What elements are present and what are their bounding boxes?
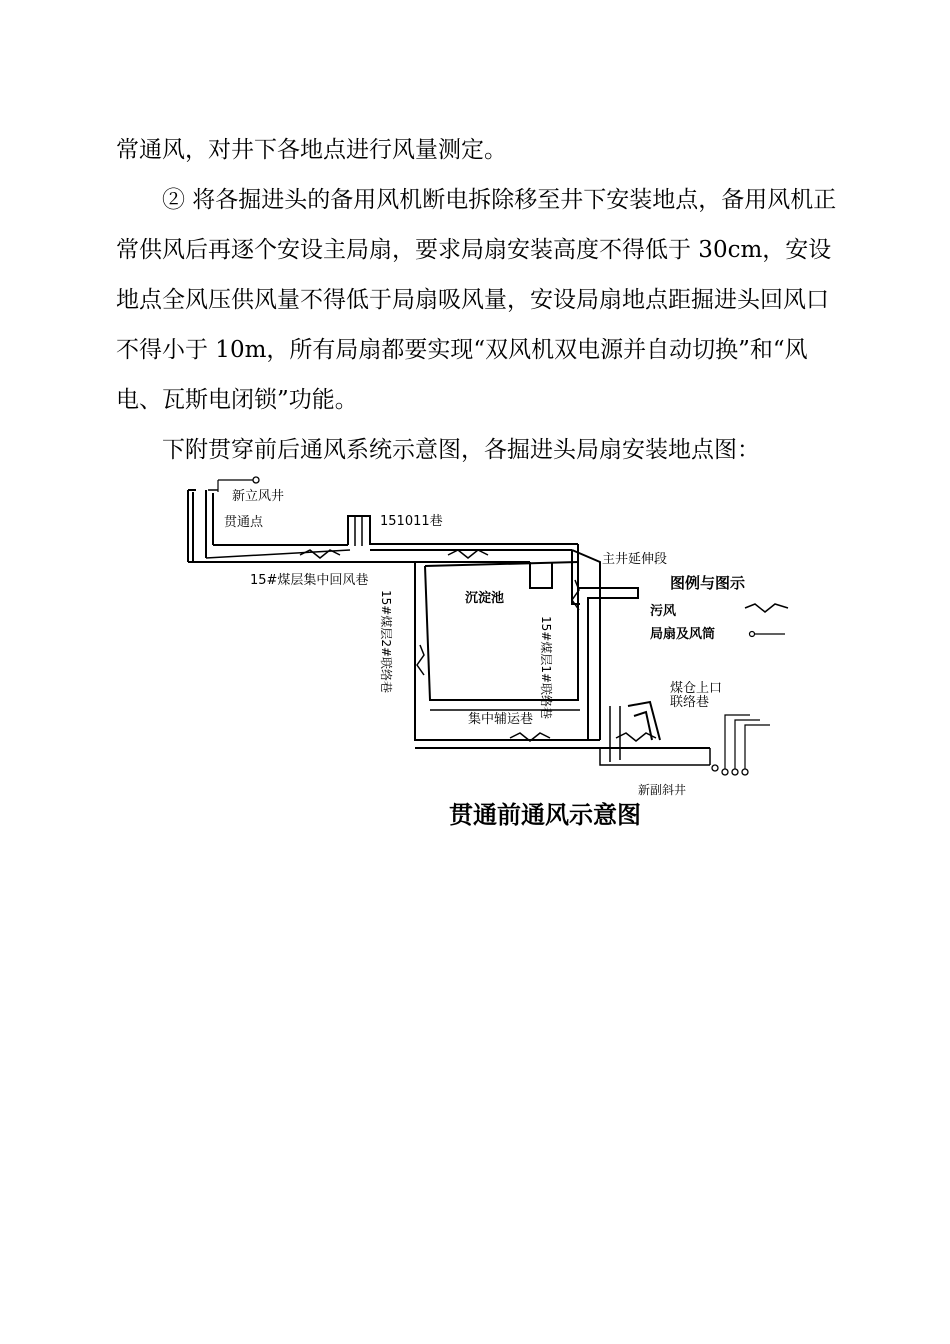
ventilation-diagram bbox=[180, 470, 800, 797]
paragraph-2: ② 将各掘进头的备用风机断电拆除移至井下安装地点，备用风机正常供风后再逐个安设主局扇，要求局扇安装高度不得低于 30cm，安设地点全风压供风量不得低于局扇吸风量，安设局扇地点距掘进头回风口不得小于 10m，所有局扇都要实现“双风机双电源并自动切换”和“风电、瓦斯电闭锁”功能。 bbox=[116, 187, 837, 413]
legend-foul-air: 污风 bbox=[650, 604, 677, 619]
label-settling-pool: 沉淀池 bbox=[465, 591, 505, 606]
fan-icon bbox=[253, 477, 259, 483]
paragraph-3: 下附贯穿前后通风系统示意图，各掘进头局扇安装地点图： bbox=[162, 437, 760, 463]
label-lane-2: 15#煤层2#联络巷 bbox=[379, 590, 393, 694]
fan-icon bbox=[732, 769, 738, 775]
label-xinli-shaft: 新立风井 bbox=[232, 489, 285, 504]
fan-icon bbox=[712, 765, 718, 771]
label-151011: 151011巷 bbox=[380, 514, 443, 529]
label-coal-bin-1: 煤仓上口 bbox=[670, 681, 723, 696]
diagram-caption: 贯通前通风示意图 bbox=[449, 801, 641, 829]
label-haulage-lane: 集中辅运巷 bbox=[468, 712, 534, 727]
legend-fan-duct: 局扇及风筒 bbox=[650, 627, 716, 642]
label-guantong-point: 贯通点 bbox=[224, 515, 264, 530]
fan-icon bbox=[742, 769, 748, 775]
legend bbox=[650, 574, 788, 642]
zigzag-icon bbox=[745, 604, 788, 612]
label-return-lane: 15#煤层集中回风巷 bbox=[250, 573, 369, 588]
fan-markers bbox=[253, 477, 748, 775]
label-coal-bin-2: 联络巷 bbox=[670, 695, 710, 710]
label-lane-1: 15#煤层1#联络巷 bbox=[539, 616, 553, 720]
fan-icon bbox=[722, 769, 728, 775]
fan-duct-icon bbox=[750, 632, 755, 637]
paragraph-1: 常通风，对井下各地点进行风量测定。 bbox=[116, 137, 507, 163]
label-new-aux-incline: 新副斜井 bbox=[638, 783, 687, 797]
legend-title: 图例与图示 bbox=[670, 574, 746, 592]
label-main-shaft-ext: 主井延伸段 bbox=[602, 552, 668, 567]
